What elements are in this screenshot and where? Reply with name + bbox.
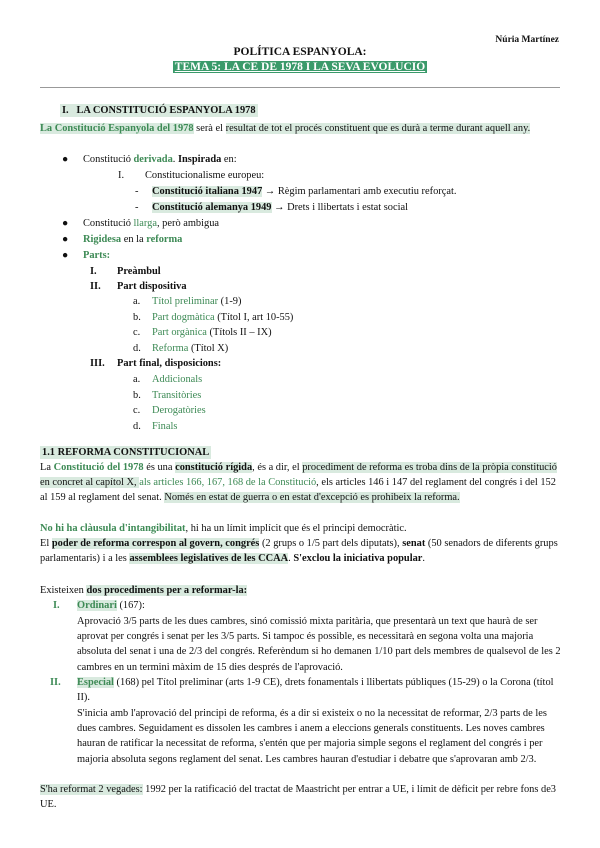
header-divider [40, 87, 560, 88]
bullet-parts: ● [62, 250, 69, 261]
part-label: Part dispositiva [117, 281, 187, 292]
section1-heading [60, 103, 258, 118]
part-num: III. [90, 358, 105, 369]
especial-num: II. [50, 677, 61, 688]
intro-term: La Constitució Espanyola del 1978 [40, 123, 194, 134]
section1-heading-text: LA CONSTITUCIÓ ESPANYOLA 1978 [76, 105, 256, 116]
part-label: Part final, disposicions: [117, 358, 222, 369]
part-subitem: c. [133, 327, 141, 338]
ordinari-label: Ordinari (167): [77, 600, 145, 611]
part-subitem-text: Títol preliminar (1-9) [152, 296, 242, 307]
bullet-parts-text: Parts: [83, 250, 111, 261]
bullet-llarga: ● [62, 218, 69, 229]
part-subitem-text: Addicionals [152, 374, 203, 385]
part-subitem-text: Finals [152, 421, 178, 432]
dash-item: - [135, 202, 139, 213]
especial-label: Especial (168) pel Títol preliminar (arts 1-9 CE), drets fonamentals i llibertats públiques (15-29) o la Corona (títol II). [77, 677, 554, 704]
dash-item: - [135, 186, 139, 197]
part-subitem: c. [133, 405, 141, 416]
bullet-derivada: ● [62, 154, 69, 165]
part-subitem-text: Derogatòries [152, 405, 206, 416]
part-subitem: b. [133, 312, 141, 323]
sub-roman-text: Constitucionalisme europeu: [145, 170, 265, 181]
section1-heading-num: I. [62, 105, 69, 116]
ordinari-num: I. [53, 600, 60, 611]
dash-italiana: Constitució italiana 1947 → Règim parlamentari amb executiu reforçat. [152, 186, 457, 197]
part-subitem-text: Reforma (Títol X) [152, 343, 229, 354]
part-subitem: a. [133, 374, 141, 385]
section2-heading: 1.1 REFORMA CONSTITUCIONAL [42, 447, 210, 458]
section2-p3: El poder de reforma correspon al govern, congrés (2 grups o 1/5 part dels diputats), senat (50 senadors de diferents grups parlamentaris) i a les assemblees legislatives de les CCAA. S'exclou la iniciativa popular. [40, 538, 558, 565]
author-name: Núria Martínez [495, 35, 559, 45]
part-subitem-text: Part orgànica (Títols II – IX) [152, 327, 272, 338]
section2-p1: La Constitució del 1978 és una constitució rígida, és a dir, el procediment de reforma es troba dins de la pròpia constitució en concret al capítol X, als articles 166, 167, 168 de la Constitució, els articles 146 i 147 del reglament del congrés i del 152 al 159 al reglament del senat. Només en estat de guerra o en estat d'excepció es prohibeix la reforma. [40, 462, 557, 504]
part-subitem: d. [133, 421, 141, 432]
dash-alemanya: Constitució alemanya 1949 → Drets i llibertats i estat social [152, 202, 408, 213]
part-subitem: d. [133, 343, 141, 354]
section2-p5: S'ha reformat 2 vegades: 1992 per la ratificació del tractat de Maastricht per entrar a UE, i límit de dèficit per rebre fons de3 UE. [40, 784, 557, 811]
sub-roman-num: I. [118, 170, 125, 181]
intro-highlight: resultat de tot el procés constituent que es durà a terme durant aquell any. [225, 123, 531, 134]
part-subitem-text: Part dogmàtica (Títol I, art 10-55) [152, 312, 294, 323]
part-subitem: b. [133, 390, 141, 401]
part-num: I. [90, 266, 97, 277]
especial-text: S'inicia amb l'aprovació del principi de reforma, és a dir si existeix o no la necessitat de reformar, 2/3 parts de les dues cambres. Seguidament es dissolen les cambres i anem a eleccions generals constituents. Les noves cambres hauran de ratificar la necessitat de reforma, s'entén que per majoria simple segons el reglament del congrés i per majoria absoluta segons reglament del senat. Les cambres hauran d'estudiar i debatre que s'aprovaran amb 2/3. [77, 708, 547, 765]
part-label: Preàmbul [117, 266, 161, 277]
part-subitem-text: Transitòries [152, 390, 202, 401]
part-num: II. [90, 281, 101, 292]
document-title: POLÍTICA ESPANYOLA: [233, 46, 367, 58]
bullet-llarga-text: Constitució llarga, però ambigua [83, 218, 220, 229]
part-subitem: a. [133, 296, 141, 307]
document-subtitle: TEMA 5: LA CE DE 1978 I LA SEVA EVOLUCIÓ [174, 61, 426, 73]
section2-p4: Existeixen dos procediments per a reformar-la: [40, 585, 248, 596]
section2-p2: No hi ha clàusula d'intangibilitat, hi ha un límit implícit que és el principi democràtic. [40, 523, 407, 534]
bullet-derivada-text: Constitució derivada. Inspirada en: [83, 154, 237, 165]
bullet-rigidesa-text: Rigidesa en la reforma [83, 234, 183, 245]
section1-intro [40, 121, 560, 136]
subtitle-wrap [0, 60, 600, 75]
bullet-rigidesa: ● [62, 234, 69, 245]
intro-text: serà el [193, 123, 226, 134]
ordinari-text: Aprovació 3/5 parts de les dues cambres, sinó comissió mixta paritària, que presentarà un text que haurà de ser aprovat per congrés i senat per les 3/5 parts. Si tampoc és possible, es necessitarà en segona volta una majoria absoluta del senat i una de 2/3 del congrés. Referèndum si ho demanen 1/10 part dels membres de qualsevol de les 2 cambres en un termini màxim de 15 dies després de l'aprovació. [77, 616, 561, 673]
